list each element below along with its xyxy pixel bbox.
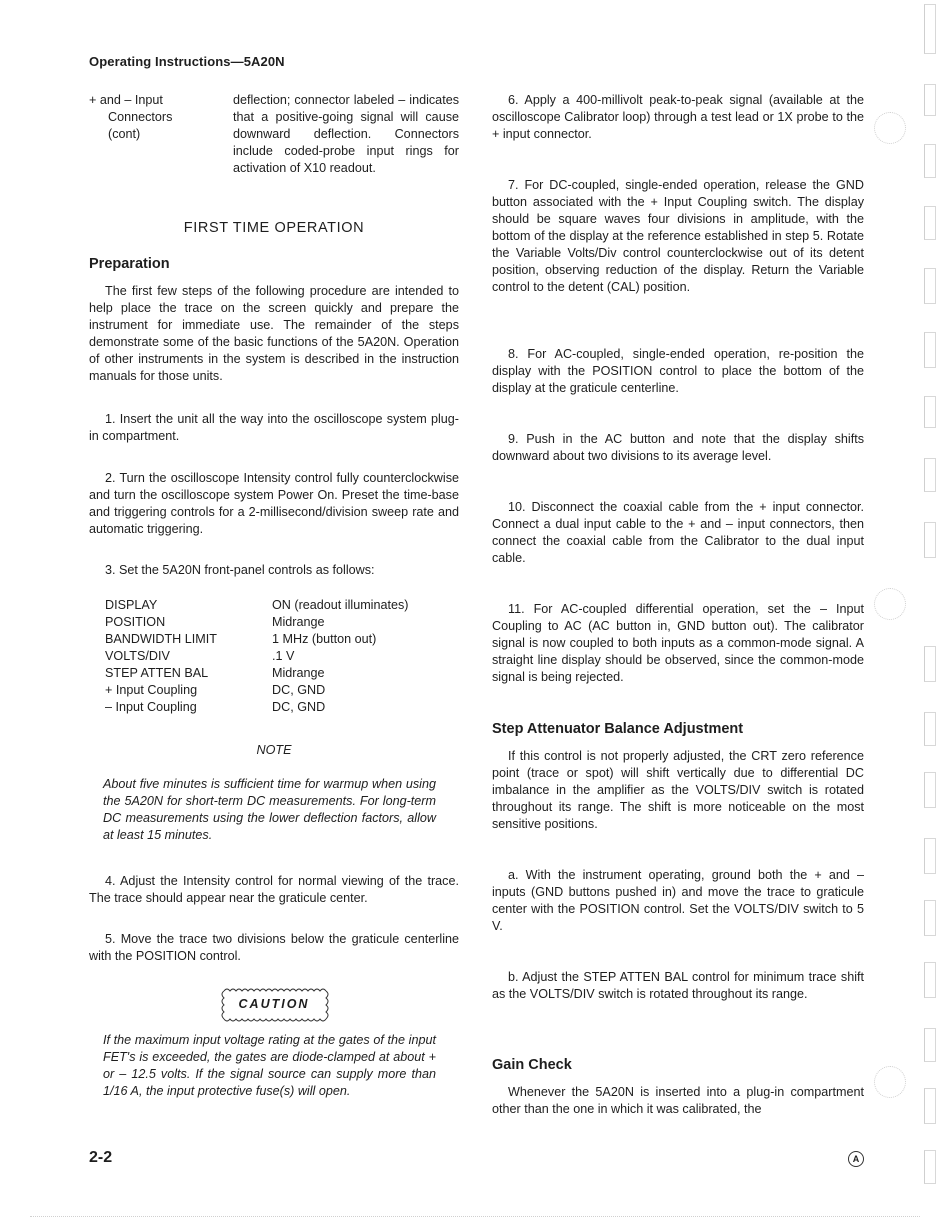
settings-row <box>105 631 408 648</box>
binder-tab <box>924 268 936 304</box>
binder-tab <box>924 962 936 998</box>
settings-row <box>105 648 408 665</box>
setting-value: Midrange <box>272 666 325 680</box>
setting-control: – Input Coupling <box>105 700 197 714</box>
setting-control: DISPLAY <box>105 598 158 612</box>
settings-row <box>105 597 408 614</box>
term-description: deflection; connector labeled – indicates that a positive-going signal will cause downward deflection. Connectors include coded-probe input rings for activation of X10 readout. <box>233 93 459 175</box>
punch-hole <box>874 588 906 620</box>
setting-control: STEP ATTEN BAL <box>105 666 209 680</box>
step-3: 3. Set the 5A20N front-panel controls as follows: <box>105 563 375 577</box>
caution-banner <box>218 985 330 1025</box>
section-title: FIRST TIME OPERATION <box>183 220 365 236</box>
binder-tab <box>924 522 936 558</box>
revision-mark: A <box>848 1151 864 1167</box>
gain-text: Whenever the 5A20N is inserted into a plug-in compartment other than the one in which it was calibrated, the <box>492 1085 864 1116</box>
settings-row <box>105 614 408 631</box>
step-atten-intro: If this control is not properly adjusted, the CRT zero reference point (trace or spot) will shift vertically due to differential DC imbalance in the amplifier as the VOLTS/DIV switch is rotated throughout its range. The shift is more noticeable on the most sensitive positions. <box>492 749 864 831</box>
step-atten-a: a. With the instrument operating, ground both the + and – inputs (GND buttons pushed in) and move the trace to graticule center with the POSITION control. Set the VOLTS/DIV switch to 5 V. <box>492 868 864 933</box>
binder-tab <box>924 396 936 428</box>
subsection-gain-check: Gain Check <box>492 1057 572 1073</box>
note-text: About five minutes is sufficient time for warmup when using the 5A20N for short-term DC measurements. For long-term DC measurements using the lower deflection factors, allow at least 15 minutes. <box>103 777 436 842</box>
intro-paragraph: The first few steps of the following procedure are intended to help place the trace on the screen quickly and prepare the instrument for immediate use. The remainder of the steps demonstrate some of the basic functions of the 5A20N. Operation of other instruments in the system is described in the instruction manuals for those units. <box>89 284 459 383</box>
binder-tab <box>924 4 936 54</box>
step-1: 1. Insert the unit all the way into the oscilloscope system plug-in compartment. <box>89 412 459 443</box>
binder-tab <box>924 712 936 746</box>
setting-control: BANDWIDTH LIMIT <box>105 632 217 646</box>
settings-row <box>105 699 408 716</box>
binder-tab <box>924 458 936 492</box>
subsection-preparation: Preparation <box>89 256 170 272</box>
setting-control: POSITION <box>105 615 166 629</box>
setting-value: DC, GND <box>272 700 326 714</box>
step-11: 11. For AC-coupled differential operation, set the – Input Coupling to AC (AC button in, GND button out). The calibrator signal is now coupled to both inputs as a common-mode signal. A straight line display should be observed, since the common-mode signal is being rejected. <box>492 602 864 684</box>
binder-tab <box>924 1088 936 1124</box>
term-label-line: Connectors <box>108 110 173 124</box>
binder-tab <box>924 1028 936 1062</box>
setting-control: + Input Coupling <box>105 683 198 697</box>
settings-row <box>105 665 408 682</box>
setting-control: VOLTS/DIV <box>105 649 170 663</box>
binder-tab <box>924 646 936 682</box>
binder-tab <box>924 838 936 874</box>
binder-tab <box>924 772 936 808</box>
setting-value: DC, GND <box>272 683 326 697</box>
term-label-line: (cont) <box>108 127 141 141</box>
settings-row <box>105 682 408 699</box>
setting-value: Midrange <box>272 615 325 629</box>
term-label-line: + and – Input <box>89 93 163 107</box>
binder-tab <box>924 144 936 178</box>
binder-tab <box>924 900 936 936</box>
caution-label: CAUTION <box>238 997 310 1011</box>
step-6: 6. Apply a 400-millivolt peak-to-peak signal (available at the oscilloscope Calibrator loop) through a test lead or 1X probe to the + input connector. <box>492 93 864 141</box>
step-8: 8. For AC-coupled, single-ended operation, re-position the display with the POSITION control to place the bottom of the display at the graticule centerline. <box>492 347 864 395</box>
binder-tab <box>924 206 936 240</box>
subsection-step-atten: Step Attenuator Balance Adjustment <box>492 721 744 737</box>
setting-value: ON (readout illuminates) <box>272 598 409 612</box>
binder-tab <box>924 332 936 368</box>
punch-hole <box>874 1066 906 1098</box>
page-number: 2-2 <box>89 1149 113 1166</box>
step-5: 5. Move the trace two divisions below the graticule centerline with the POSITION control. <box>89 932 459 963</box>
settings-table <box>105 597 408 716</box>
note-title: NOTE <box>256 743 292 757</box>
scan-edge <box>30 1216 920 1217</box>
step-atten-b: b. Adjust the STEP ATTEN BAL control for minimum trace shift as the VOLTS/DIV switch is rotated throughout its range. <box>492 970 864 1001</box>
step-9: 9. Push in the AC button and note that the display shifts downward about two divisions to its average level. <box>492 432 864 463</box>
setting-value: .1 V <box>272 649 295 663</box>
term-label <box>89 92 209 143</box>
binder-tab <box>924 84 936 116</box>
page-header: Operating Instructions—5A20N <box>89 54 285 69</box>
punch-hole <box>874 112 906 144</box>
step-2: 2. Turn the oscilloscope Intensity control fully counterclockwise and turn the oscilloscope system Power On. Preset the time-base and triggering controls for a 2-millisecond/division sweep rate and automatic triggering. <box>89 471 459 536</box>
step-7: 7. For DC-coupled, single-ended operation, release the GND button associated with the + Input Coupling switch. The display should be square waves four divisions in amplitude, with the bottom of the display at the reference established in step 5. Rotate the Variable Volts/Div control counterclockwise out of its detent position, observing reduction of the display. Return the Variable control to the detent (CAL) position. <box>492 178 864 294</box>
step-10: 10. Disconnect the coaxial cable from the + input connector. Connect a dual input cable to the + and – input connectors, then connect the coaxial cable from the Calibrator to the dual input cable. <box>492 500 864 565</box>
step-4: 4. Adjust the Intensity control for normal viewing of the trace. The trace should appear near the graticule center. <box>89 874 459 905</box>
binder-tab <box>924 1150 936 1184</box>
caution-text: If the maximum input voltage rating at the gates of the input FET's is exceeded, the gates are diode-clamped at about + or – 12.5 volts. If the signal source can supply more than 1/16 A, the input protective fuse(s) will open. <box>103 1033 436 1098</box>
setting-value: 1 MHz (button out) <box>272 632 377 646</box>
